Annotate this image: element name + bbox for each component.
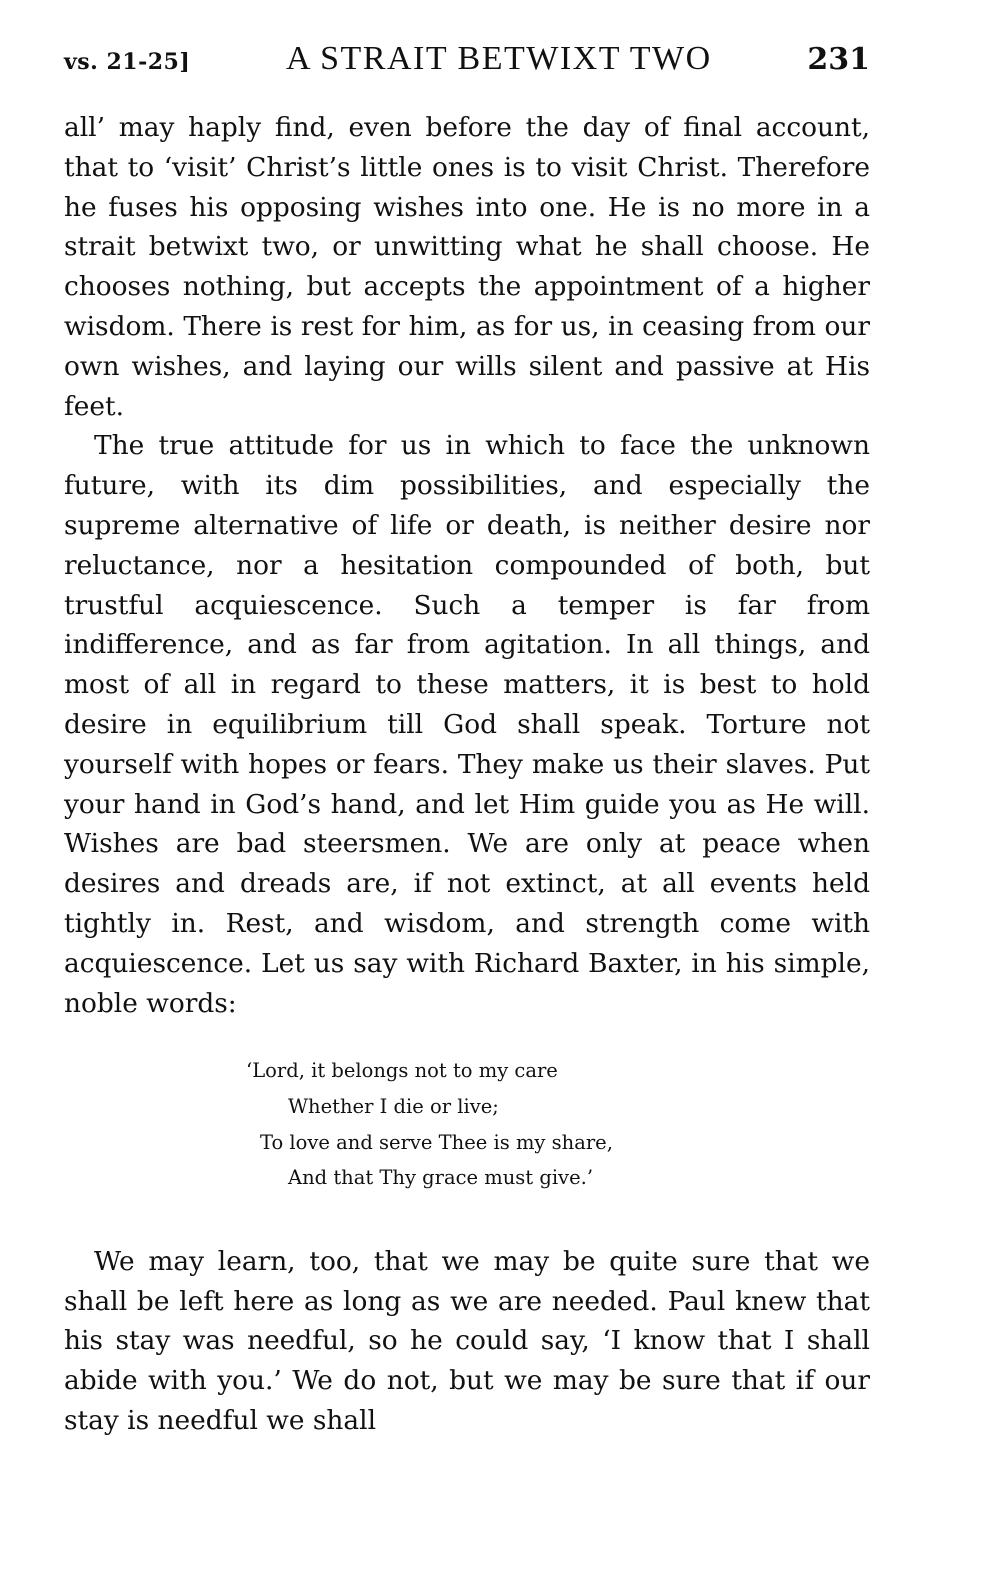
verse-line: To love and serve Thee is my share, (260, 1130, 613, 1154)
page-number: 231 (807, 42, 870, 77)
verse-line: And that Thy grace must give.’ (288, 1166, 594, 1190)
running-head (64, 40, 870, 90)
running-title: A STRAIT BETWIXT TWO (285, 40, 712, 77)
paragraph: The true attitude for us in which to face the unknown future, with its dim possibilities, and especially the supreme alternative of life or death, is neither desire nor reluctance, nor a hesitation compounded of both, but trustful acquiescence. Such a temper is far from indifference, and as far from agitation. In all things, and most of all in regard to these matters, it is best to hold desire in equilibrium till God shall speak. Torture not yourself with hopes or fears. They make us their slaves. Put your hand in God’s hand, and let Him guide you as He will. Wishes are bad steersmen. We are only at peace when desires and dreads are, if not extinct, at all events held tightly in. Rest, and wisdom, and strength come with acquiescence. Let us say with Richard Baxter, in his simple, noble words: (64, 430, 870, 1019)
verse-reference: vs. 21-25] (64, 49, 191, 75)
paragraph: We may learn, too, that we may be quite sure that we shall be left here as long as we are needed. Paul knew that his stay was needful, so he could say, ‘I know that I shall abide with you.’ We do not, but we may be sure that if our stay is needful we shall (64, 1245, 870, 1436)
paragraph-continued: all’ may haply find, even before the day of final account, that to ‘visit’ Christ’s little ones is to visit Christ. Therefore he fuses his opposing wishes into one. He is no more in a strait betwixt two, or unwitting what he shall choose. He chooses nothing, but accepts the appointment of a higher wisdom. There is rest for him, as for us, in ceasing from our own wishes, and laying our wills silent and passive at His feet. (64, 112, 870, 422)
book-page (64, 40, 870, 1441)
verse-line: Whether I die or live; (288, 1094, 499, 1118)
verse-line: ‘Lord, it belongs not to my care (246, 1059, 558, 1083)
verse-quotation (64, 1053, 870, 1195)
